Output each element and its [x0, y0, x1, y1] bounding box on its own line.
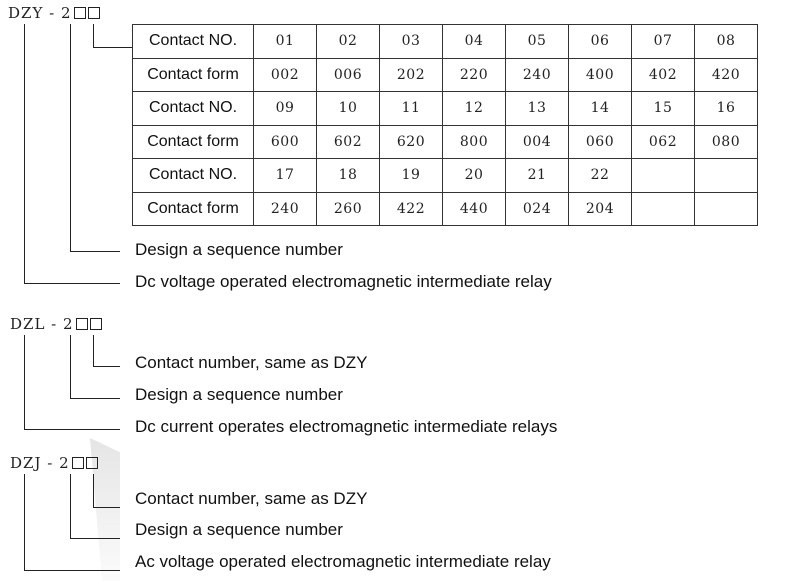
table-cell: 060 — [569, 125, 632, 159]
table-cell: 16 — [695, 92, 758, 126]
table-row — [133, 192, 758, 226]
table-cell: 422 — [380, 192, 443, 226]
table-cell: 14 — [569, 92, 632, 126]
design-sequence-label: Design a sequence number — [135, 240, 343, 259]
table-cell: 05 — [506, 25, 569, 59]
model-prefix: DZL - 2 — [10, 315, 74, 333]
table-cell: 002 — [254, 58, 317, 92]
table-cell: 420 — [695, 58, 758, 92]
table-cell: 204 — [569, 192, 632, 226]
bracket-line — [24, 474, 25, 570]
table-cell: 024 — [506, 192, 569, 226]
table-cell: 006 — [317, 58, 380, 92]
model-code-dzj — [10, 454, 98, 472]
table-cell: 11 — [380, 92, 443, 126]
table-cell: 20 — [443, 159, 506, 193]
bracket-line — [70, 474, 71, 538]
table-cell: 13 — [506, 92, 569, 126]
model-code-dzl — [10, 315, 102, 333]
table-cell: 12 — [443, 92, 506, 126]
table-cell: 21 — [506, 159, 569, 193]
table-cell: 18 — [317, 159, 380, 193]
row-header: Contact NO. — [133, 159, 254, 193]
placeholder-box-1 — [72, 457, 84, 469]
table-cell: 240 — [254, 192, 317, 226]
row-header: Contact form — [133, 192, 254, 226]
placeholder-box-2 — [86, 457, 98, 469]
table-cell: 22 — [569, 159, 632, 193]
table-cell: 440 — [443, 192, 506, 226]
table-cell: 202 — [380, 58, 443, 92]
bracket-line — [93, 335, 94, 366]
row-header: Contact NO. — [133, 92, 254, 126]
table-cell: 600 — [254, 125, 317, 159]
relay-type-label: Ac voltage operated electromagnetic intermediate relay — [135, 552, 551, 571]
contact-table — [132, 24, 758, 226]
table-cell: 602 — [317, 125, 380, 159]
table-row — [133, 25, 758, 59]
placeholder-box-1 — [76, 318, 88, 330]
placeholder-box-2 — [90, 318, 102, 330]
table-cell: 07 — [632, 25, 695, 59]
bracket-line — [93, 47, 132, 48]
table-cell: 10 — [317, 92, 380, 126]
bracket-line — [70, 398, 120, 399]
table-cell: 06 — [569, 25, 632, 59]
table-cell: 17 — [254, 159, 317, 193]
contact-number-label: Contact number, same as DZY — [135, 353, 368, 372]
placeholder-box-2 — [88, 7, 100, 19]
bracket-line — [70, 335, 71, 398]
bracket-line — [24, 335, 25, 429]
table-cell: 402 — [632, 58, 695, 92]
row-header: Contact form — [133, 58, 254, 92]
model-prefix: DZJ - 2 — [10, 454, 70, 472]
table-cell: 04 — [443, 25, 506, 59]
table-cell: 15 — [632, 92, 695, 126]
table-cell: 240 — [506, 58, 569, 92]
table-row — [133, 92, 758, 126]
table-cell: 03 — [380, 25, 443, 59]
bracket-line — [93, 366, 120, 367]
table-cell: 19 — [380, 159, 443, 193]
model-code-dzy — [8, 4, 100, 22]
bracket-line — [93, 507, 120, 508]
bracket-line — [93, 24, 94, 47]
relay-type-label: Dc current operates electromagnetic intermediate relays — [135, 417, 558, 436]
bracket-line — [70, 24, 71, 251]
placeholder-box-1 — [74, 7, 86, 19]
table-cell: 220 — [443, 58, 506, 92]
design-sequence-label: Design a sequence number — [135, 385, 343, 404]
bracket-line — [70, 251, 120, 252]
bracket-line — [24, 24, 25, 283]
bracket-line — [93, 474, 94, 507]
table-cell: 062 — [632, 125, 695, 159]
table-cell: 004 — [506, 125, 569, 159]
table-row — [133, 159, 758, 193]
bracket-line — [24, 283, 120, 284]
design-sequence-label: Design a sequence number — [135, 520, 343, 539]
table-cell: 08 — [695, 25, 758, 59]
relay-type-label: Dc voltage operated electromagnetic intermediate relay — [135, 272, 552, 291]
table-cell — [695, 159, 758, 193]
table-cell — [632, 192, 695, 226]
table-cell: 09 — [254, 92, 317, 126]
bracket-line — [24, 570, 120, 571]
table-row — [133, 125, 758, 159]
table-cell — [632, 159, 695, 193]
bracket-line — [24, 429, 120, 430]
table-cell: 02 — [317, 25, 380, 59]
bracket-line — [70, 538, 120, 539]
table-cell: 260 — [317, 192, 380, 226]
table-cell: 800 — [443, 125, 506, 159]
contact-number-label: Contact number, same as DZY — [135, 489, 368, 508]
row-header: Contact form — [133, 125, 254, 159]
table-row — [133, 58, 758, 92]
table-cell: 01 — [254, 25, 317, 59]
table-cell — [695, 192, 758, 226]
row-header: Contact NO. — [133, 25, 254, 59]
table-cell: 400 — [569, 58, 632, 92]
table-cell: 620 — [380, 125, 443, 159]
model-prefix: DZY - 2 — [8, 4, 72, 22]
table-cell: 080 — [695, 125, 758, 159]
